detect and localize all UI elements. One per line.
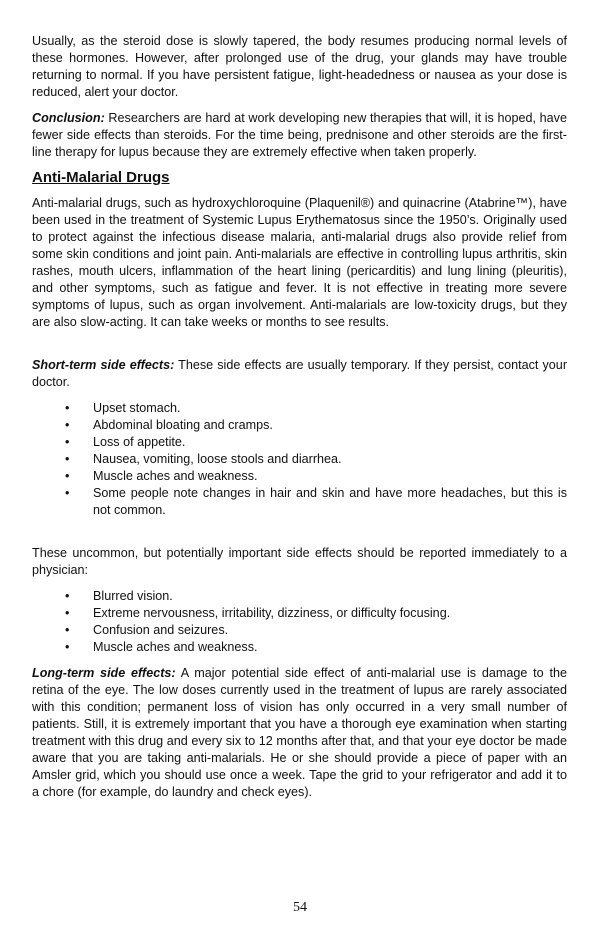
short-term-text: These side effects are usually temporary. If they persist, contact your doctor. xyxy=(32,358,568,389)
bullet-icon: • xyxy=(65,640,70,654)
antimalarial-paragraph: Anti-malarial drugs, such as hydroxychloroquine (Plaquenil®) and quinacrine (Atabrine™), have been used in the treatment of Systemic Lupus Erythematosus since the 1950’s. Originally used to protect against the infectious disease malaria, anti-malarial drugs also provide relief from some skin conditions and joint pain. Anti-malarials are effective in controlling lupus arthritis, skin rashes, mouth ulcers, inflammation of the heart lining (pericarditis) and lung lining (pleuritis), and other symptoms, such as fatigue and fever. It is not effective in treating more severe symptoms of lupus, such as organ involvement. Anti-malarials are low-toxicity drugs, but they are also slow-acting. It can take weeks or months to see results. xyxy=(32,196,567,329)
list-item: • Upset stomach. xyxy=(65,401,181,415)
conclusion-paragraph xyxy=(32,110,567,161)
bullet-icon: • xyxy=(65,486,70,500)
list-item: • Abdominal bloating and cramps. xyxy=(65,418,273,432)
list-item: • Loss of appetite. xyxy=(65,435,186,449)
bullet-icon: • xyxy=(65,469,70,483)
bullet-icon: • xyxy=(65,589,70,603)
list-item: • Nausea, vomiting, loose stools and diarrhea. xyxy=(65,452,342,466)
long-term-lead: Long-term side effects: xyxy=(32,666,176,680)
bullet-icon: • xyxy=(65,452,70,466)
bullet-icon: • xyxy=(65,418,70,432)
conclusion-lead: Conclusion: xyxy=(32,111,105,125)
intro-paragraph: Usually, as the steroid dose is slowly tapered, the body resumes producing normal levels of these hormones. However, after prolonged use of the drug, your glands may have trouble returning to normal. If you have persistent fatigue, light-headedness or nausea as your dose is reduced, alert your doctor. xyxy=(32,34,567,99)
short-term-list xyxy=(32,400,567,519)
page-number: 54 xyxy=(293,900,307,915)
long-term-paragraph xyxy=(32,665,567,801)
bullet-icon: • xyxy=(65,401,70,415)
document-page xyxy=(32,33,567,801)
bullet-icon: • xyxy=(65,606,70,620)
uncommon-paragraph: These uncommon, but potentially important side effects should be reported immediately to a physician: xyxy=(32,546,567,577)
list-item: • Extreme nervousness, irritability, dizziness, or difficulty focusing. xyxy=(65,606,451,620)
short-term-lead: Short-term side effects: xyxy=(32,358,175,372)
bullet-icon: • xyxy=(65,435,70,449)
section-heading: Anti-Malarial Drugs xyxy=(32,169,170,186)
conclusion-text: Researchers are hard at work developing new therapies that will, it is hoped, have fewer side effects than steroids. For the time being, prednisone and other steroids are the first-line therapy for lupus because they are extremely effective when taken properly. xyxy=(32,111,567,159)
short-term-paragraph xyxy=(32,357,567,391)
list-item: • Muscle aches and weakness. xyxy=(65,469,258,483)
uncommon-list xyxy=(32,588,567,656)
bullet-icon: • xyxy=(65,623,70,637)
list-item: • Muscle aches and weakness. xyxy=(65,640,258,654)
list-item: • Some people note changes in hair and skin and have more headaches, but this is not common. xyxy=(65,486,567,517)
list-item: • Blurred vision. xyxy=(65,589,173,603)
list-item: • Confusion and seizures. xyxy=(65,623,229,637)
long-term-text: A major potential side effect of anti-malarial use is damage to the retina of the eye. The low doses currently used in the treatment of lupus are rarely associated with this condition; permanent loss of vision has only occurred in a very small number of patients. Still, it is extremely important that you have a thorough eye examination when starting treatment with this drug and every six to 12 months after that, and that your eye doctor be made aware that you are taking anti-malarials. He or she should provide a piece of paper with an Amsler grid, which you should use once a week. Tape the grid to your refrigerator and add it to a chore (for example, do laundry and check eyes). xyxy=(32,666,567,799)
